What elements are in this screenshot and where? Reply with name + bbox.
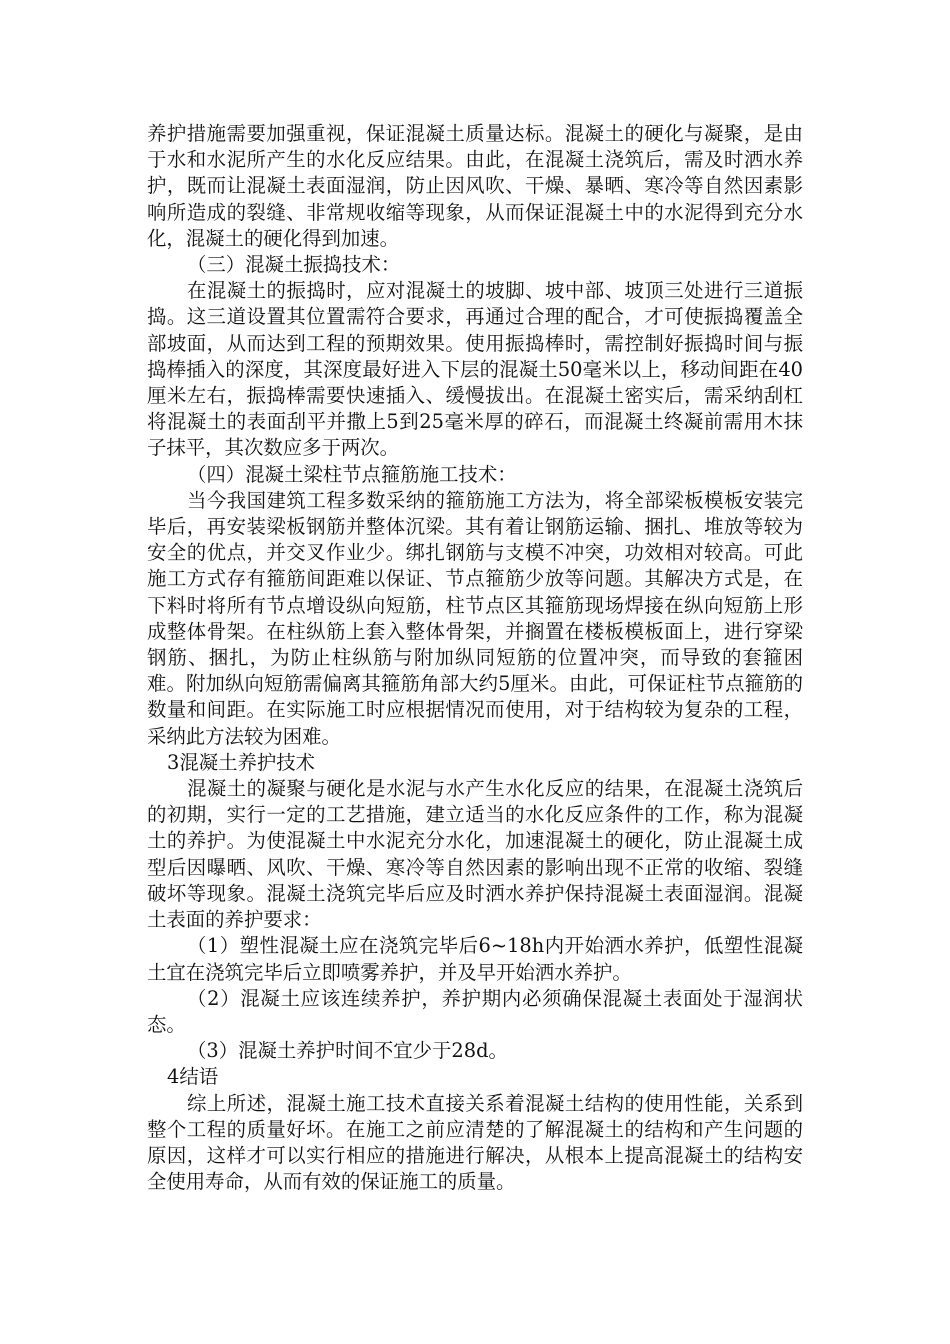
paragraph-curing: 混凝土的凝聚与硬化是水泥与水产生水化反应的结果，在混凝土浇筑后的初期，实行一定的工艺措施，建立适当的水化反应条件的工作，称为混凝土的养护。为使混凝土中水泥充分水化，加速混凝土的硬化，防止混凝土成型后因曝晒、风吹、干燥、寒冷等自然因素的影响出现不正常的收缩、裂缝破坏等现象。混凝土浇筑完毕后应及时洒水养护保持混凝土表面湿润。混凝土表面的养护要求：: [147, 777, 803, 932]
heading-stirrup-technique: （四）混凝土梁柱节点箍筋施工技术：: [187, 462, 517, 486]
section-heading-curing: 3混凝土养护技术: [167, 750, 316, 774]
list-item-curing-3: （3）混凝土养护时间不宜少于28d。: [187, 1039, 508, 1063]
list-item-curing-2: （2）混凝土应该连续养护，养护期内必须确保混凝土表面处于湿润状态。: [147, 986, 803, 1036]
paragraph-stirrup: 当今我国建筑工程多数采纳的箍筋施工方法为，将全部梁板模板安装完毕后，再安装梁板钢筋并整体沉梁。其有着让钢筋运输、捆扎、堆放等较为安全的优点，并交叉作业少。绑扎钢筋与支模不冲突，功效相对较高。可此施工方式存有箍筋间距难以保证、节点箍筋少放等问题。其解决方式是，在下料时将所有节点增设纵向短筋，柱节点区其箍筋现场焊接在纵向短筋上形成整体骨架。在柱纵筋上套入整体骨架，并搁置在楼板模板面上，进行穿梁钢筋、捆扎，为防止柱纵筋与附加纵同短筋的位置冲突，而导致的套箍困难。附加纵向短筋需偏离其箍筋角部大约5厘米。由此，可保证柱节点箍筋的数量和间距。在实际施工时应根据情况而使用，对于结构较为复杂的工程，采纳此方法较为困难。: [147, 488, 803, 748]
paragraph-conclusion: 综上所述，混凝土施工技术直接关系着混凝土结构的使用性能，关系到整个工程的质量好坏。在施工之前应清楚的了解混凝土的结构和产生问题的原因，这样才可以实行相应的措施进行解决，从根本上提高混凝土的结构安全使用寿命，从而有效的保证施工的质量。: [147, 1091, 803, 1194]
heading-vibration-technique: （三）混凝土振捣技术：: [187, 253, 401, 277]
section-heading-conclusion: 4结语: [167, 1065, 219, 1089]
paragraph-vibration: 在混凝土的振捣时，应对混凝土的坡脚、坡中部、坡顶三处进行三道振捣。这三道设置其位置需符合要求，再通过合理的配合，才可使振捣覆盖全部坡面，从而达到工程的预期效果。使用振捣棒时，需控制好振捣时间与振捣棒插入的深度，其深度最好进入下层的混凝土50毫米以上，移动间距在40厘米左右，振捣棒需要快速插入、缓慢拔出。在混凝土密实后，需采纳刮杠将混凝土的表面刮平并撒上5到25毫米厚的碎石，而混凝土终凝前需用木抹子抹平，其次数应多于两次。: [147, 279, 803, 460]
list-item-curing-1: （1）塑性混凝土应在浇筑完毕后6~18h内开始洒水养护，低塑性混凝土宜在浇筑完毕后立即喷雾养护，并及早开始洒水养护。: [147, 934, 803, 984]
paragraph-curing-continuation: 养护措施需要加强重视，保证混凝土质量达标。混凝土的硬化与凝聚，是由于水和水泥所产生的水化反应结果。由此，在混凝土浇筑后，需及时洒水养护，既而让混凝土表面湿润，防止因风吹、干燥、暴晒、寒冷等自然因素影响所造成的裂缝、非常规收缩等现象，从而保证混凝土中的水泥得到充分水化，混凝土的硬化得到加速。: [147, 122, 803, 250]
document-page: [147, 121, 803, 1195]
